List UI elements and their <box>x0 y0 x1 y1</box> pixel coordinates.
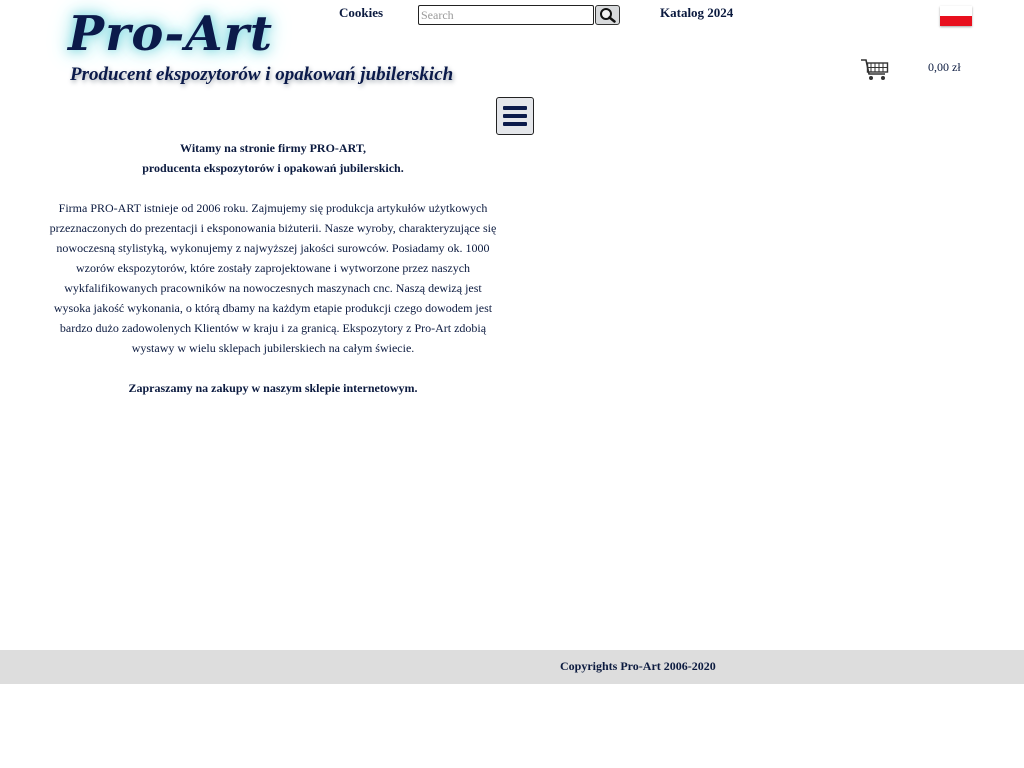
company-description: Firma PRO-ART istnieje od 2006 roku. Zajmujemy się produkcja artykułów użytkowych przeznaczonych do prezentacji i eksponowania biżuterii. Nasze wyroby, charakteryzujące się nowoczesną stylistyką, wykonujemy z najwyższej jakości surowców. Posiadamy ok. 1000 wzorów ekspozytorów, które zostały zaprojektowane i wytworzone przez naszych wykfalifikowanych pracowników na nowoczesnych maszynach cnc. Naszą dewizą jest wysoka jakość wykonania, o którą dbamy na każdym etapie produkcji czego dowodem jest bardzo dużo zadowolenych Klientów w kraju i za granicą. Ekspozytory z Pro-Art zdobią wystawy w wielu sklepach jubilerskiech na całym świecie. <box>49 201 497 355</box>
welcome-heading-line1: Witamy na stronie firmy PRO-ART, <box>180 141 366 155</box>
footer <box>0 650 1024 684</box>
cookies-link[interactable]: Cookies <box>339 5 384 20</box>
shopping-cart-icon[interactable] <box>860 56 890 84</box>
site-logo[interactable]: Pro-Art <box>68 6 274 62</box>
copyright-text: Copyrights Pro-Art 2006-2020 <box>560 659 716 673</box>
welcome-section <box>46 138 500 398</box>
search-button[interactable] <box>595 5 620 25</box>
cart-total[interactable]: 0,00 zł <box>928 60 961 74</box>
welcome-heading-line2: producenta ekspozytorów i opakowań jubilerskich. <box>142 161 404 175</box>
menu-bar-icon <box>503 122 527 126</box>
shop-invitation: Zapraszamy na zakupy w naszym sklepie internetowym. <box>128 381 418 395</box>
hamburger-menu-button[interactable] <box>496 97 534 135</box>
menu-bar-icon <box>503 106 527 110</box>
poland-flag-icon[interactable] <box>940 6 972 26</box>
site-tagline: Producent ekspozytorów i opakowań jubilerskich <box>70 64 454 85</box>
menu-bar-icon <box>503 114 527 118</box>
search-input[interactable] <box>418 5 594 25</box>
magnifier-icon <box>599 7 617 23</box>
catalog-2024-link[interactable]: Katalog 2024 <box>660 5 734 20</box>
